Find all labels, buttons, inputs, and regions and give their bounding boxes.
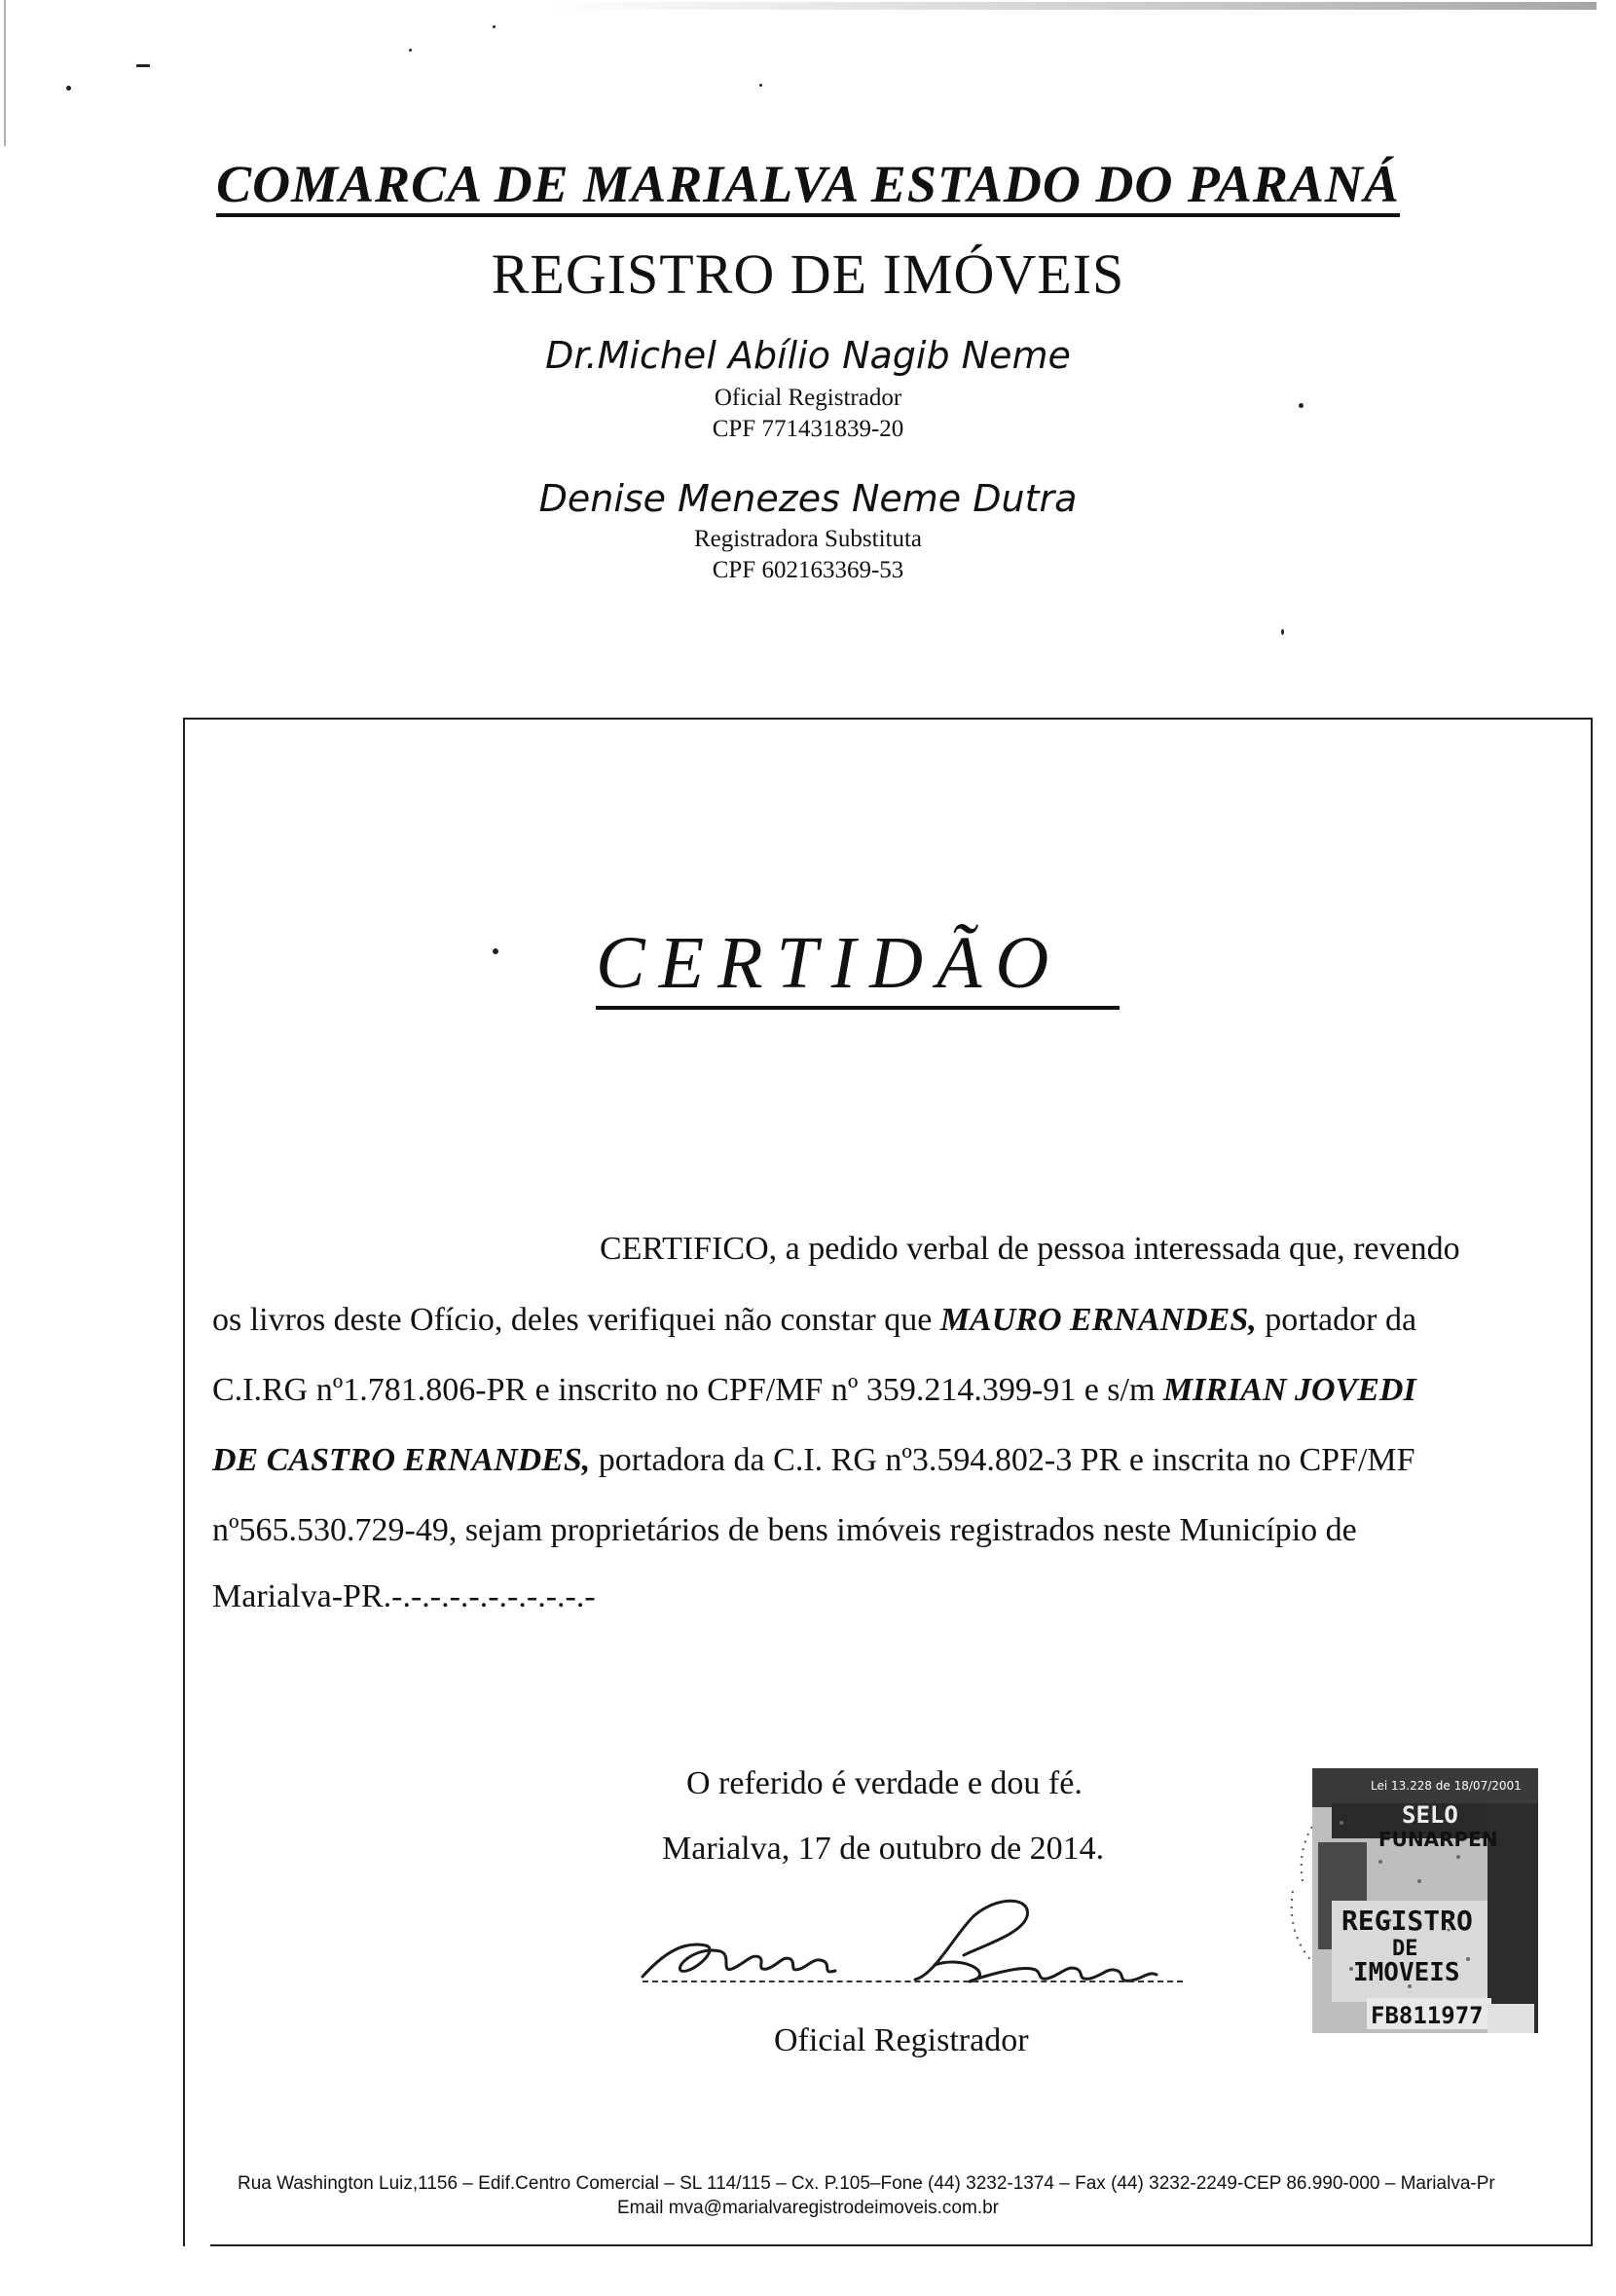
certificate-border-bottom <box>210 2244 1593 2246</box>
registry-title: REGISTRO DE IMÓVEIS <box>491 242 1125 306</box>
scan-edge-artifact <box>545 2 1597 10</box>
certificate-line-3 <box>212 1371 1575 1411</box>
certificate-border-top <box>183 718 1593 720</box>
scan-speck <box>493 948 498 954</box>
signature-line <box>643 1981 1183 1982</box>
certificate-text: portadora da C.I. RG nº3.594.802-3 PR e inscrita no CPF/MF <box>590 1442 1415 1478</box>
scan-speck <box>66 86 71 91</box>
seal-line-3: REGISTRO <box>1341 1905 1473 1937</box>
certificate-text: C.I.RG nº1.781.806-PR e inscrito no CPF/MF nº 359.214.399-91 e s/m <box>212 1372 1163 1408</box>
person-name-castro: DE CASTRO ERNANDES, <box>212 1442 591 1478</box>
signature-image <box>623 1887 1207 1994</box>
footer-email: Email mva@marialvaregistrodeimoveis.com.br <box>616 2198 999 2218</box>
person-name-mirian: MIRIAN JOVEDI <box>1162 1372 1416 1408</box>
scan-speck <box>409 49 412 52</box>
certificate-line-5: nº565.530.729-49, sejam proprietários de bens imóveis registrados neste Município de <box>212 1512 1357 1548</box>
seal-line-2: FUNARPEN <box>1378 1828 1498 1851</box>
officer-role-primary: Oficial Registrador <box>714 385 902 411</box>
funarpen-seal-stamp <box>1273 1764 1542 2037</box>
certificate-title: CERTIDÃO <box>596 922 1063 1004</box>
seal-line-5: IMOVEIS <box>1353 1958 1460 1987</box>
certificate-line-2 <box>212 1301 1575 1341</box>
certificate-line-6: Marialva-PR.-.-.-.-.-.-.-.-.-.-.- <box>212 1578 596 1614</box>
seal-code: FB811977 <box>1371 2002 1484 2029</box>
officer-role-substitute: Registradora Substituta <box>694 526 922 552</box>
seal-line-4: DE <box>1392 1937 1418 1961</box>
seal-law-text: Lei 13.228 de 18/07/2001 <box>1371 1779 1522 1793</box>
scan-speck <box>493 25 496 28</box>
certificate-title-underline <box>596 1006 1120 1010</box>
officer-name-primary: Dr.Michel Abílio Nagib Neme <box>545 334 1071 377</box>
signer-role: Oficial Registrador <box>774 2022 1029 2058</box>
scan-edge-artifact-left <box>4 0 6 146</box>
certificate-border-right <box>1591 718 1593 2246</box>
certificate-text: portador da <box>1256 1302 1417 1338</box>
scan-speck <box>136 64 150 67</box>
seal-line-1: SELO <box>1402 1801 1458 1829</box>
certificate-border-left <box>183 718 185 2246</box>
officer-cpf-primary: CPF 771431839-20 <box>712 416 904 442</box>
officer-cpf-substitute: CPF 602163369-53 <box>712 557 904 583</box>
certificate-line-1: CERTIFICO, a pedido verbal de pessoa interessada que, revendo <box>600 1231 1460 1267</box>
scan-speck <box>759 84 762 87</box>
person-name-mauro: MAURO ERNANDES, <box>939 1302 1257 1338</box>
place-and-date: Marialva, 17 de outubro de 2014. <box>662 1831 1105 1867</box>
footer-address: Rua Washington Luiz,1156 – Edif.Centro Comercial – SL 114/115 – Cx. P.105–Fone (44) 3232-1374 – Fax (44) 3232-2249-CEP 86.990-000 – Marialva-Pr <box>238 2173 1495 2194</box>
scan-speck <box>1281 629 1284 635</box>
attestation-statement: O referido é verdade e dou fé. <box>686 1765 1083 1801</box>
officer-name-substitute: Denise Menezes Neme Dutra <box>538 477 1078 520</box>
seal-graphic <box>1273 1764 1542 2037</box>
certificate-text: os livros deste Ofício, deles verifiquei não constar que <box>212 1302 940 1338</box>
certificate-line-4 <box>212 1441 1575 1481</box>
comarca-heading: COMARCA DE MARIALVA ESTADO DO PARANÁ <box>0 154 1616 214</box>
